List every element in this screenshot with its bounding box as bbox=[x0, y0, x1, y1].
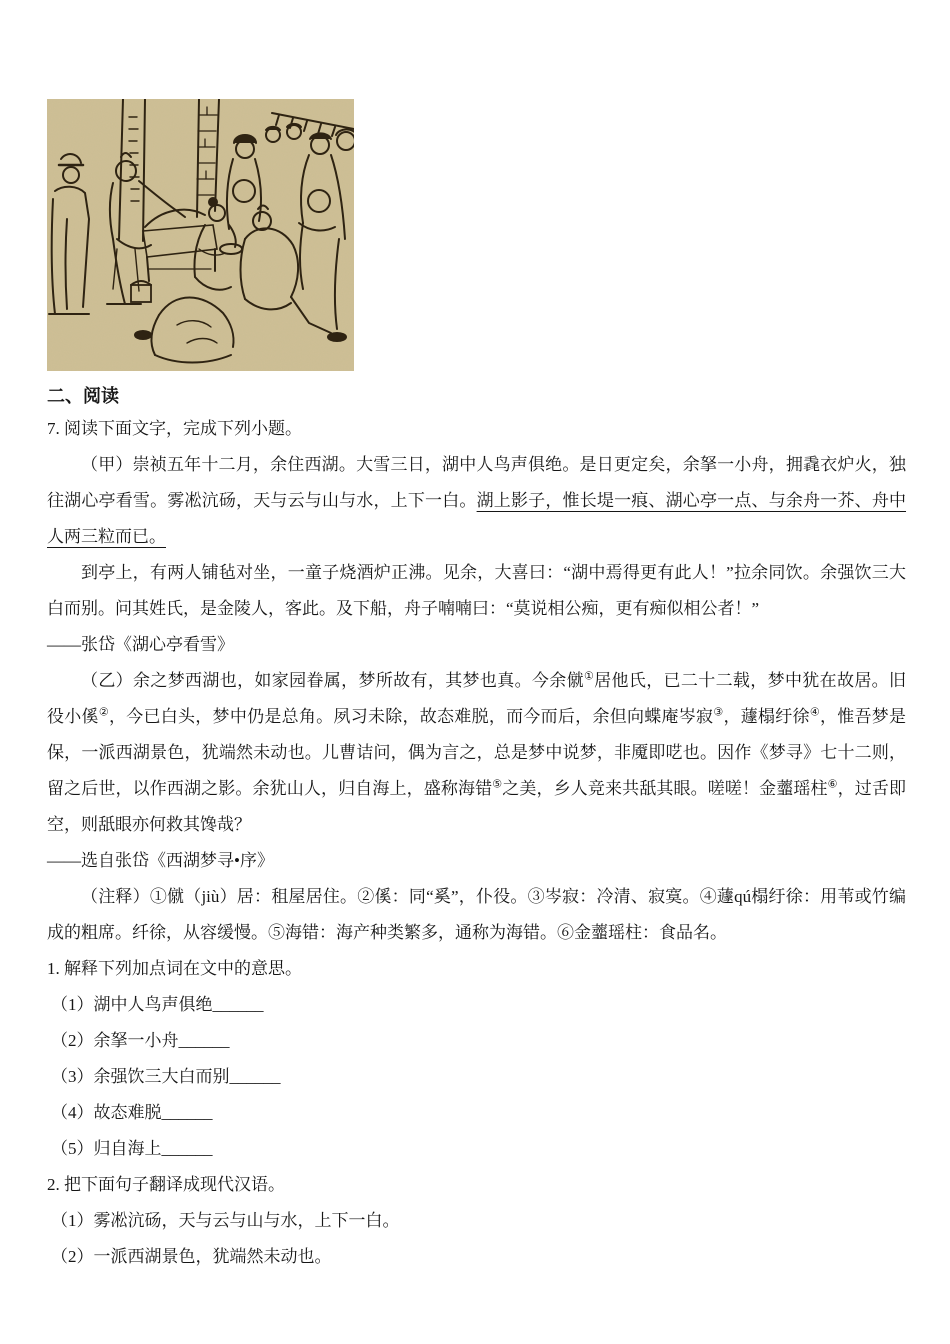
item-text: （5）归自海上 bbox=[51, 1139, 162, 1158]
section-title: 二、阅读 bbox=[47, 386, 119, 406]
question-1-stem: 1. 解释下列加点词在文中的意思。 bbox=[47, 959, 302, 978]
item-text: （4）故态难脱 bbox=[51, 1103, 162, 1122]
question-1-item-5 bbox=[47, 1131, 906, 1167]
answer-blank: ______ bbox=[161, 1139, 213, 1158]
passage-jia-underlined-text: 湖上影子，惟长堤一痕、湖心亭一点、与余舟一芥、舟中人两三粒而已。 bbox=[47, 491, 907, 546]
question-2-item-2: （2）一派西湖景色，犹端然未动也。 bbox=[51, 1247, 332, 1266]
item-text: （3）余强饮三大白而别 bbox=[51, 1067, 230, 1086]
question-1-item-4 bbox=[47, 1095, 906, 1131]
question-2-stem: 2. 把下面句子翻译成现代汉语。 bbox=[47, 1175, 285, 1194]
answer-blank: ______ bbox=[178, 1031, 230, 1050]
question-2-item-1: （1）雾凇沆砀，天与云与山与水，上下一白。 bbox=[51, 1211, 400, 1230]
question-1-item-1 bbox=[47, 987, 906, 1023]
answer-blank: ______ bbox=[161, 1103, 213, 1122]
passage-jia-text: （甲）崇祯五年十二月，余住西湖。大雪三日，湖中人鸟声俱绝。是日更定矣，余拏一小舟，拥毳衣炉火，独往湖心亭看雪。雾凇沆砀，天与云与山与水，上下一白。 bbox=[47, 455, 906, 510]
passage-jia-attribution: ——张岱《湖心亭看雪》 bbox=[47, 635, 234, 654]
item-text: （1）湖中人鸟声俱绝 bbox=[51, 995, 213, 1014]
passage-notes: （注释）①僦（jiù）居：租屋居住。②傒：同“奚”，仆役。③岑寂：冷清、寂寞。④蘧qú榻纡徐：用苇或竹编成的粗席。纤徐，从容缓慢。⑤海错：海产种类繁多，通称为海错。⑥金虀瑶柱：食品名。 bbox=[47, 887, 906, 942]
passage-jia-para2: 到亭上，有两人铺毡对坐，一童子烧酒炉正沸。见余，大喜曰：“湖中焉得更有此人！”拉余同饮。余强饮三大白而别。问其姓氏，是金陵人，客此。及下船，舟子喃喃曰：“莫说相公痴，更有痴似相公者！” bbox=[47, 563, 906, 618]
passage-jia-para1 bbox=[47, 447, 906, 555]
answer-blank: ______ bbox=[229, 1067, 281, 1086]
question-1-item-3 bbox=[47, 1059, 906, 1095]
question-7-intro: 7. 阅读下面文字，完成下列小题。 bbox=[47, 419, 302, 438]
answer-blank: ______ bbox=[212, 995, 264, 1014]
item-text: （2）余拏一小舟 bbox=[51, 1031, 179, 1050]
question-1-item-2 bbox=[47, 1023, 906, 1059]
classical-illustration bbox=[47, 99, 354, 371]
passage-yi-attribution: ——选自张岱《西湖梦寻•序》 bbox=[47, 851, 274, 870]
passage-yi-para: （乙）余之梦西湖也，如家园眷属，梦所故有，其梦也真。今余僦①居他氏，已二十二载，梦中犹在故居。旧役小傒②，今已白头，梦中仍是总角。夙习未除，故态难脱，而今而后，余但向蝶庵岑寂③，蘧榻纡徐④，惟吾梦是保，一派西湖景色，犹端然未动也。儿曹诘问，偶为言之，总是梦中说梦，非魇即呓也。因作《梦寻》七十二则，留之后世，以作西湖之影。余犹山人，归自海上，盛称海错⑤之美，乡人竞来共舐其眼。嗟嗟！金虀瑶柱⑥，过舌即空，则舐眼亦何救其馋哉？ bbox=[47, 670, 907, 834]
